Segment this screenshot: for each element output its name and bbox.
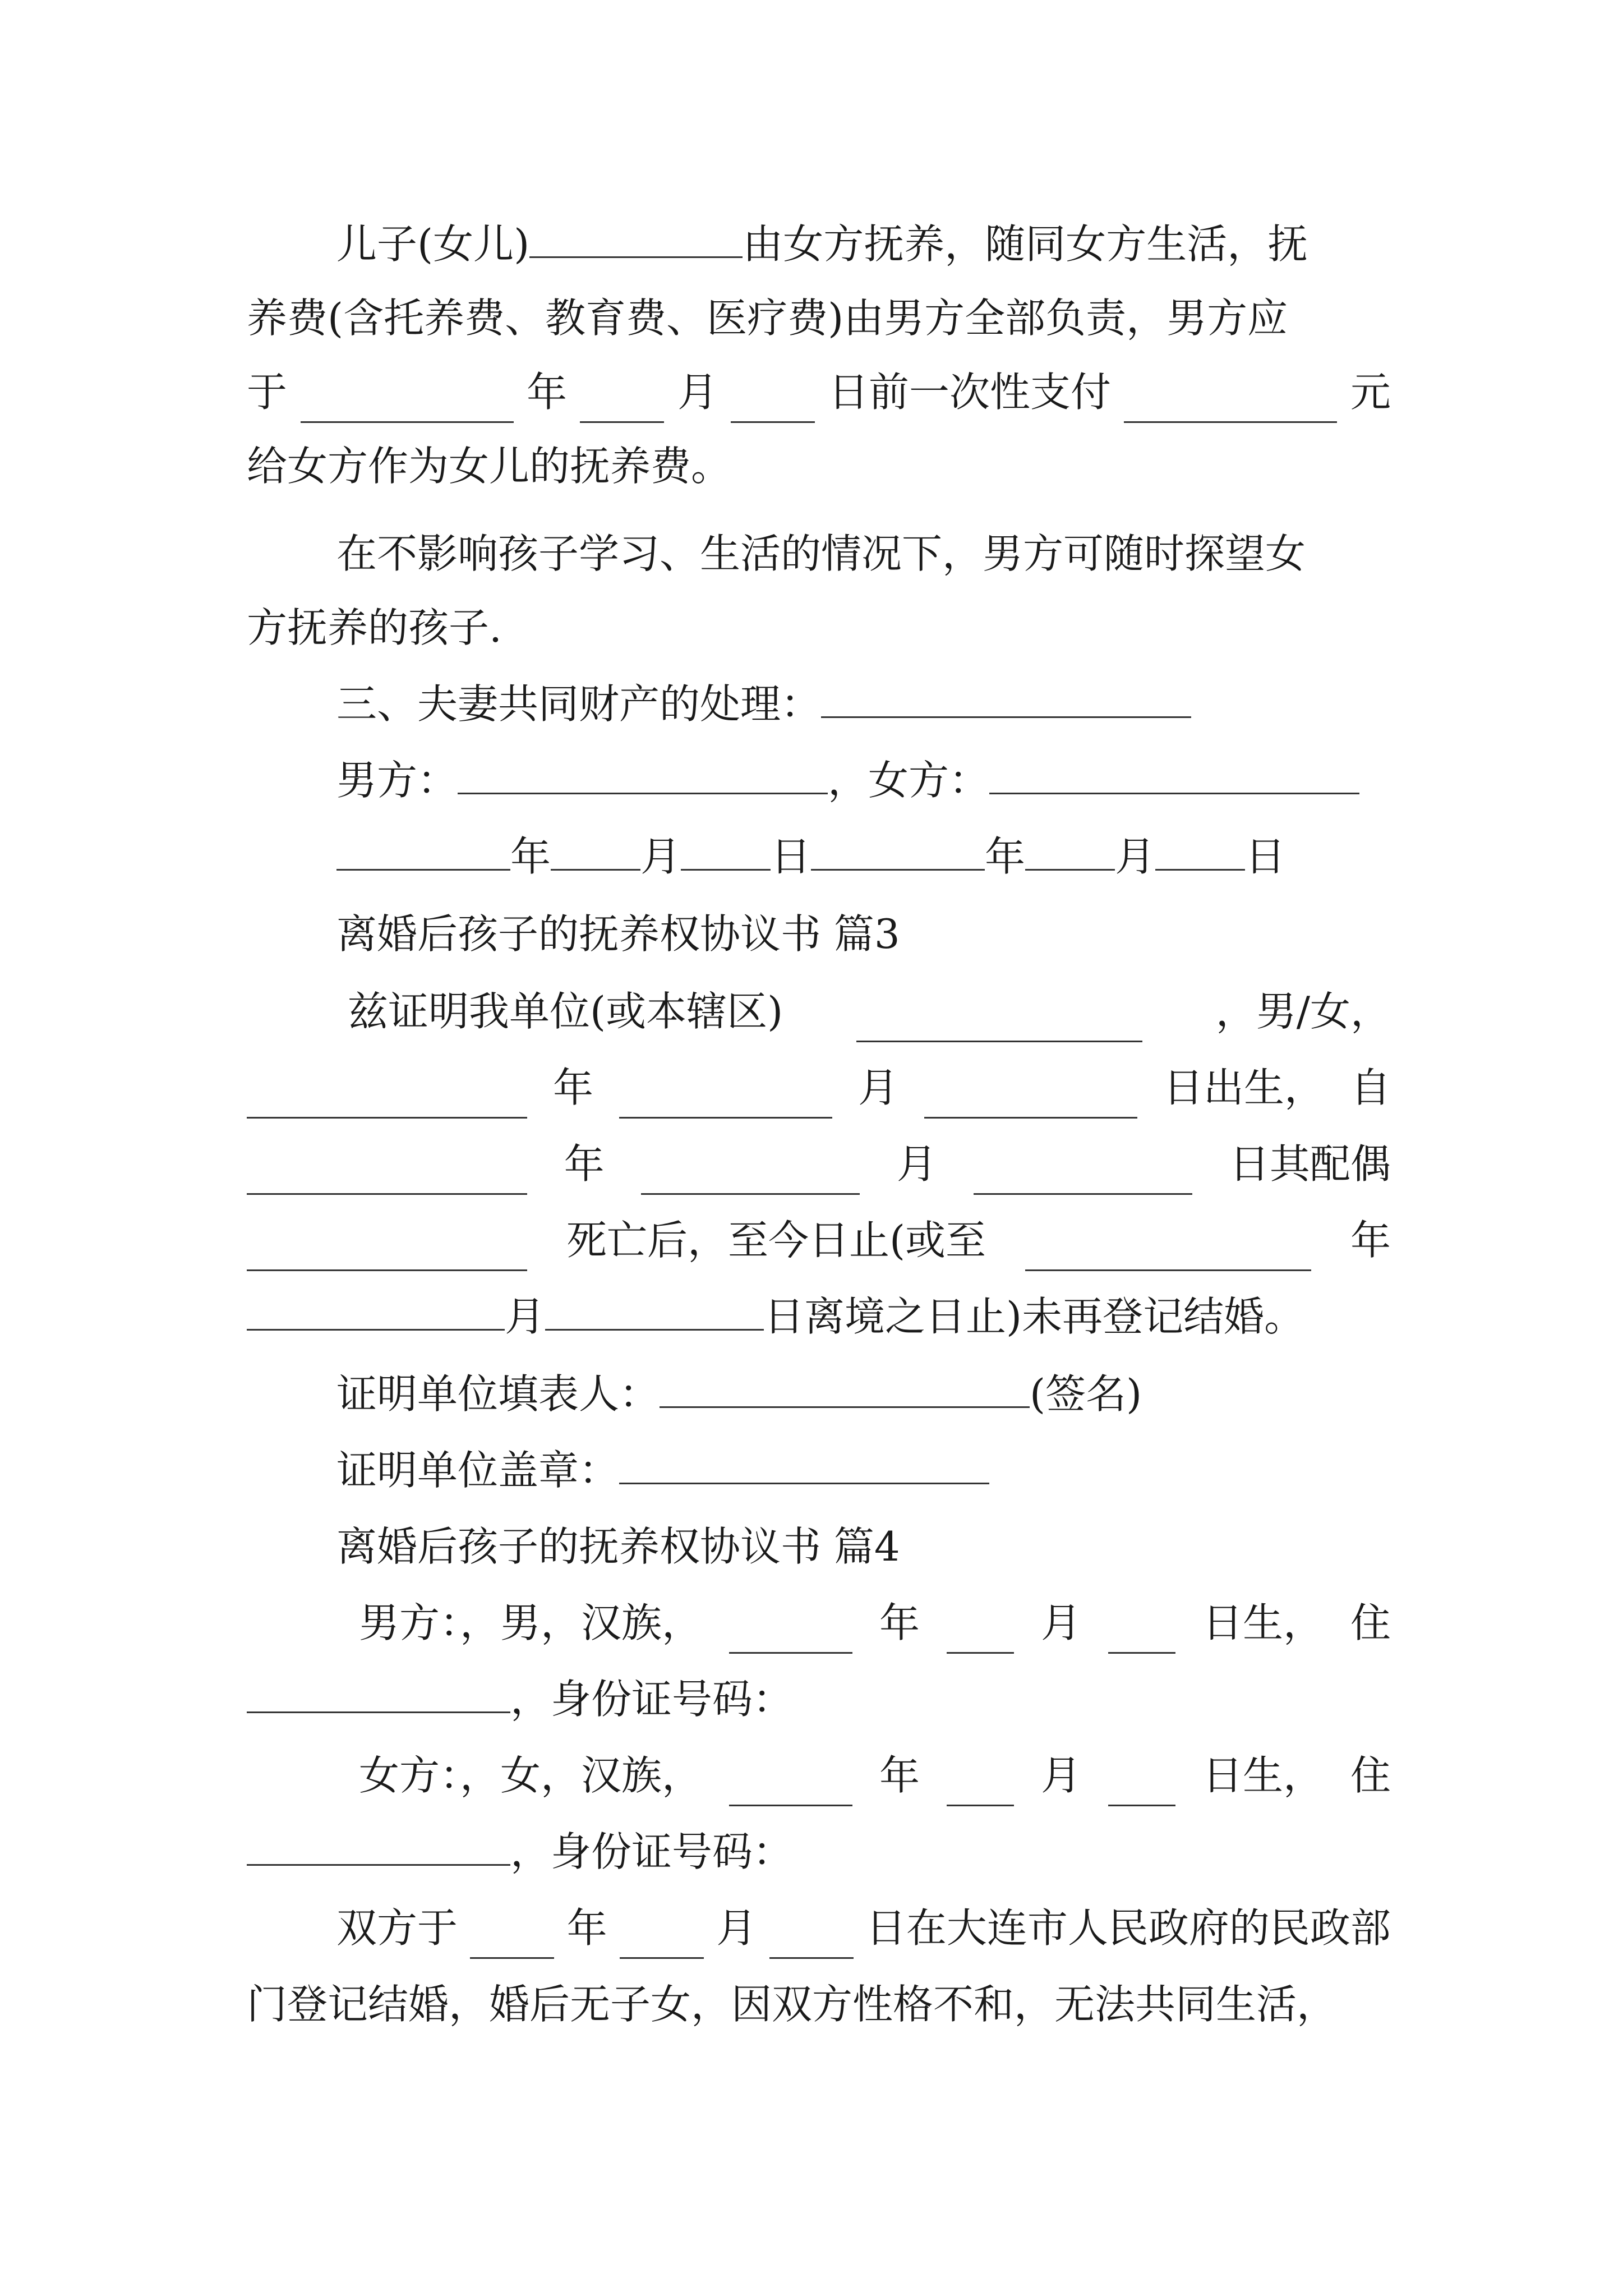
blank-field [947,1762,1014,1806]
blank-field [729,1609,852,1654]
marriage-registration-line: 双方于 年 月 日在大连市人民政府的民政部 [336,1897,1391,1959]
blank-field [731,379,815,423]
blank-field [769,1915,854,1959]
male-id-line: ，身份证号码： [247,1668,1391,1730]
certificate-line-5: 月 日离境之日止)未再登记结婚。 [247,1286,1391,1347]
blank-field [729,1762,852,1806]
blank-field [551,826,640,871]
section-3-heading: 离婚后孩子的抚养权协议书 篇3 [336,910,900,958]
blank-field [619,1440,989,1484]
blank-field [247,1669,510,1713]
visitation-line-cont: 方抚养的孩子. [247,604,502,651]
form-filler-line: 证明单位填表人： (签名) [336,1363,1391,1425]
seal-line: 证明单位盖章： [336,1439,1391,1501]
blank-field [1108,1609,1175,1654]
blank-field [1124,379,1337,423]
blank-field [1025,1227,1311,1271]
blank-field [811,826,985,871]
male-party-line: 男方：，男，汉族， 年 月 日生， 住 [359,1592,1391,1654]
blank-field [1025,826,1115,871]
blank-field [681,826,771,871]
certificate-line-4: 死亡后，至今日止(或至 年 [247,1209,1391,1271]
blank-field [989,750,1359,794]
blank-field [856,998,1142,1042]
blank-field [947,1609,1014,1654]
blank-field [924,1074,1137,1119]
marriage-registration-line-cont: 门登记结婚，婚后无子女，因双方性格不和，无法共同生活， [247,1981,1338,2028]
payment-date-line: 于 年 月 日前一次性支付 元 [247,361,1391,423]
blank-field [470,1915,554,1959]
blank-field [458,750,828,794]
section-4-heading: 离婚后孩子的抚养权协议书 篇4 [336,1523,900,1570]
blank-field [619,1074,832,1119]
blank-field [247,1227,527,1271]
signature-line: 男方： ，女方： [336,749,1391,811]
blank-field [641,1151,860,1195]
property-heading: 三、夫妻共同财产的处理： [336,673,1391,735]
blank-field [821,674,1191,718]
blank-field [336,826,510,871]
blank-field [1155,826,1245,871]
female-party-line: 女方：，女，汉族， 年 月 日生， 住 [359,1745,1391,1806]
blank-field [545,1286,764,1331]
signature-date-line: 年 月 日 年 月 日 [336,826,1391,887]
blank-field [1108,1762,1175,1806]
certificate-line-3: 年 月 日其配偶 [247,1133,1391,1195]
blank-field [247,1074,527,1119]
female-id-line: ，身份证号码： [247,1821,1391,1883]
certificate-line-2: 年 月 日出生， 自 [247,1057,1391,1119]
blank-field [247,1151,527,1195]
certificate-line-1: 兹证明我单位(或本辖区) ，男/女， [348,981,1391,1042]
blank-field [660,1364,1030,1408]
support-fee-line: 养费(含托养费、教育费、医疗费)由男方全部负责，男方应 [247,295,1288,342]
blank-field [247,1286,505,1331]
support-recipient-line: 给女方作为女儿的抚养费。 [247,443,732,490]
blank-field [620,1915,704,1959]
blank-field [529,214,743,258]
visitation-line: 在不影响孩子学习、生活的情况下，男方可随时探望女 [336,530,1306,577]
blank-field [247,1821,510,1866]
child-custody-line: 儿子(女儿) 由女方抚养，随同女方生活，抚 [336,213,1391,275]
blank-field [580,379,664,423]
blank-field [301,379,514,423]
blank-field [974,1151,1192,1195]
